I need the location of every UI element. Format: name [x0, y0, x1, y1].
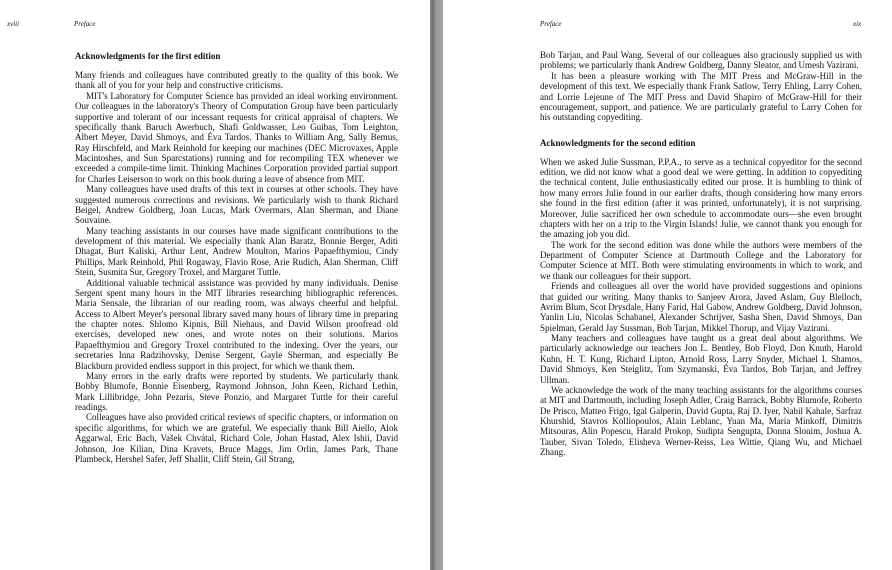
paragraph: Colleagues have also provided critical reviews of specific chapters, or information on specific algorithms, for which we are grateful. We especially thank Bill Aiello, Alok Aggarwal, Eric Bach, Vašek Chvátal, Richard Cole, Johan Hastad, Alex Ishii, David Johnson, Joe Kilian, Dina Kravets, Bruce Maggs, Jim Orlin, James Park, Thane Plambeck, Hershel Safer, Jeff Shallit, Cliff Stein, Gil Strang, [75, 412, 398, 464]
paragraph: Additional valuable technical assistance was provided by many individuals. Denise Sergent spent many hours in the MIT libraries researching bibliographic references. Maria Sensale, the librarian of our reading room, was always cheerful and helpful. Access to Albert Meyer's personal library saved many hours of library time in preparing the chapter notes. Shlomo Kipnis, Bill Niehaus, and David Wilson proofread old exercises, developed new ones, and wrote notes on their solutions. Marios Papaefthymiou and Gregory Troxel contributed to the indexing. Over the years, our secretaries Inna Radzihovsky, Denise Sergent, Gayle Sherman, and especially Be Blackburn provided endless support in this project, for which we thank them. [75, 277, 398, 371]
right-page [443, 0, 892, 570]
left-page-body [75, 51, 398, 464]
paragraph: It has been a pleasure working with The MIT Press and McGraw-Hill in the development of this text. We especially thank Frank Satlow, Terry Ehling, Larry Cohen, and Lorrie Lejeune of The MIT Press and David Shapiro of McGraw-Hill for their encouragement, support, and patience. We are particularly grateful to Larry Cohen for his outstanding copyediting. [540, 70, 862, 123]
paragraph: MIT's Laboratory for Computer Science has provided an ideal working environment. Our colleagues in the laboratory's Theory of Computation Group have been particularly supportive and tolerant of our incessant requests for critical appraisal of chapters. We specifically thank Baruch Awerbuch, Shafi Goldwasser, Leo Guibas, Tom Leighton, Albert Meyer, David Shmoys, and Éva Tardos. Thanks to William Ang, Sally Bemus, Ray Hirschfeld, and Mark Reinhold for keeping our machines (DEC Microvaxes, Apple Macintoshes, and Sun Sparcstations) running and for recompiling TEX whenever we exceeded a compile-time limit. Thinking Machines Corporation provided partial support for Charles Leiserson to work on this book during a leave of absence from MIT. [75, 90, 398, 184]
paragraph: Many colleagues have used drafts of this text in courses at other schools. They have suggested numerous corrections and revisions. We particularly wish to thank Richard Beigel, Andrew Goldberg, Joan Lucas, Mark Overmars, Alan Sherman, and Diane Souvaine. [75, 184, 398, 226]
running-head: Preface [540, 20, 562, 28]
left-page [0, 0, 430, 570]
section-heading: Acknowledgments for the first edition [75, 51, 221, 61]
paragraph: Many teaching assistants in our courses have made significant contributions to the development of this material. We especially thank Alan Baratz, Bonnie Berger, Aditi Dhagat, Burt Kaliski, Arthur Lent, Andrew Moulton, Marios Papaefthymiou, Cindy Phillips, Mark Reinhold, Phil Rogaway, Flavio Rose, Arie Rudich, Alan Sherman, Cliff Stein, Susmita Sur, Gregory Troxel, and Margaret Tuttle. [75, 225, 398, 278]
page-number: xix [853, 20, 862, 28]
paragraph: When we asked Julie Sussman, P.P.A., to serve as a technical copyeditor for the second edition, we did not know what a good deal we were getting. In addition to copyediting the technical content, Julie enthusiastically edited our prose. It is humbling to think of how many errors Julie found in our earlier drafts, though considering how many errors she found in the first edition (after it was printed, unfortunately), it is not surprising. Moreover, Julie sacrificed her own schedule to accommodate ours—she even brought chapters with her on a trip to the Virgin Islands! Julie, we cannot thank you enough for the amazing job you did. [540, 156, 862, 240]
paragraph: Bob Tarjan, and Paul Wang. Several of our colleagues also graciously supplied us with problems; we particularly thank Andrew Goldberg, Danny Sleator, and Umesh Vazirani. [540, 50, 862, 71]
paragraph: Many errors in the early drafts were reported by students. We particularly thank Bobby Blumofe, Bonnie Eisenberg, Raymond Johnson, John Keen, Richard Lethin, Mark Lillibridge, John Pezaris, Steve Ponzio, and Margaret Tuttle for their careful readings. [75, 370, 398, 412]
section-heading: Acknowledgments for the second edition [540, 137, 696, 148]
paragraph: The work for the second edition was done while the authors were members of the Department of Computer Science at Dartmouth College and the Laboratory for Computer Science at MIT. Both were stimulating environments in which to work, and we thank our colleagues for their support. [540, 239, 862, 281]
running-head: Preface [74, 20, 96, 28]
paragraph: Friends and colleagues all over the world have provided suggestions and opinions that guided our writing. Many thanks to Sanjeev Arora, Javed Aslam, Guy Blelloch, Avrim Blum, Scot Drysdale, Hany Farid, Hal Gabow, Andrew Goldberg, David Johnson, Yanlin Liu, Nicolas Schabanel, Alexander Schrijver, Sasha Shen, David Shmoys, Dan Spielman, Gerald Jay Sussman, Bob Tarjan, Mikkel Thorup, and Vijay Vazirani. [540, 281, 862, 333]
page-number: xviii [7, 20, 20, 28]
paragraph: We acknowledge the work of the many teaching assistants for the algorithms courses at MIT and Dartmouth, including Joseph Adler, Craig Barrack, Bobby Blumofe, Roberto De Prisco, Matteo Frigo, Igal Galperin, David Gupta, Raj D. Iyer, Nabil Kahale, Sarfraz Khurshid, Stavros Kolliopoulos, Alain Leblanc, Yuan Ma, Maria Minkoff, Dimitris Mitsouras, Alin Popescu, Harald Prokop, Sudipta Sengupta, Donna Slonim, Joshua A. Tauber, Sivan Toledo, Elisheva Werner-Reiss, Lea Wittie, Qiang Wu, and Michael Zhang. [540, 384, 862, 458]
paragraph: Many friends and colleagues have contributed greatly to the quality of this book. We thank all of you for your help and constructive criticisms. [75, 70, 398, 91]
paragraph: Many teachers and colleagues have taught us a great deal about algorithms. We particularly acknowledge our teachers Jon L. Bentley, Bob Floyd, Don Knuth, Harold Kuhn, H. T. Kung, Richard Lipton, Arnold Ross, Larry Snyder, Michael I. Shamos, David Shmoys, Ken Steiglitz, Tom Szymanski, Éva Tardos, Bob Tarjan, and Jeffrey Ullman. [540, 333, 862, 385]
right-page-body [540, 50, 862, 458]
page-gutter [430, 0, 443, 570]
